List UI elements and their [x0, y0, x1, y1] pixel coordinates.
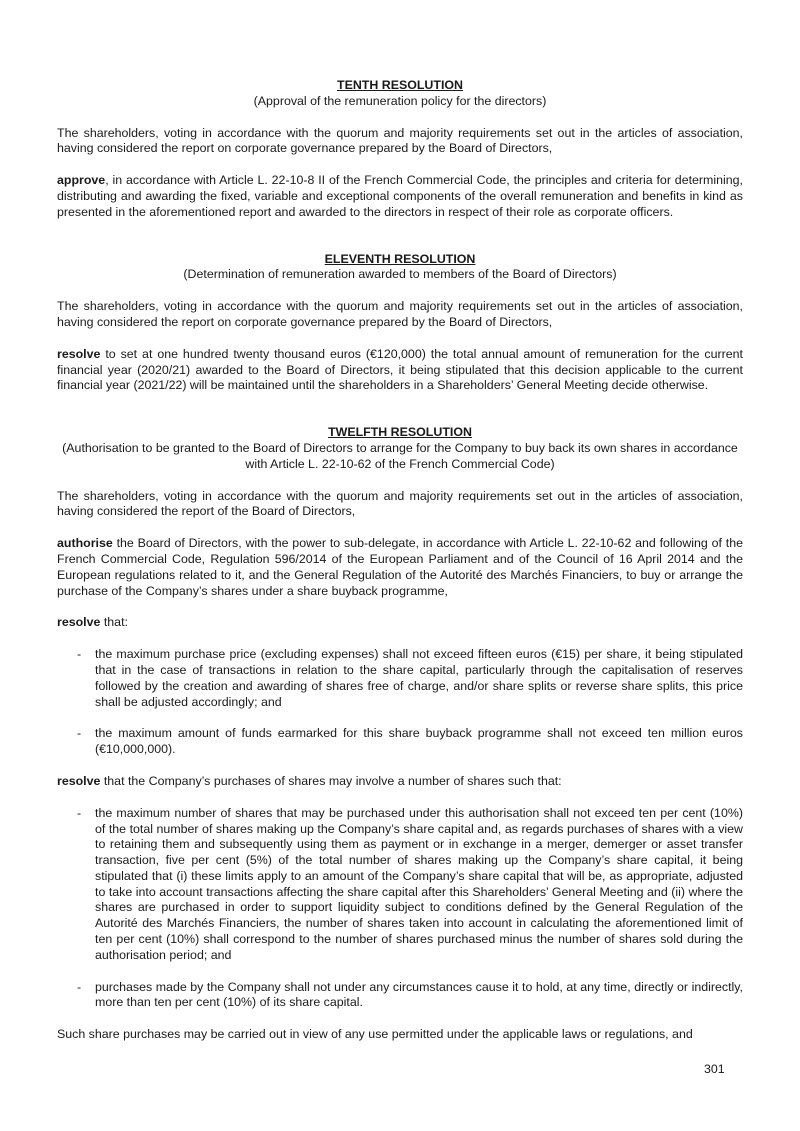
- list-item-text: purchases made by the Company shall not under any circumstances cause it to hold, at any time, directly or indirectly, more than ten per cent (10%) of its share capital.: [95, 979, 743, 1010]
- resolution-10-paragraph: The shareholders, voting in accordance with the quorum and majority requirements set out in the articles of association, having considered the report on corporate governance prepared by the Board of Directors,: [57, 125, 743, 156]
- decision-text: to set at one hundred twenty thousand euros (€120,000) the total annual amount of remuneration for the current financial year (2020/21) awarded to the Board of Directors, it being stipulated that this decision applicable to the current financial year (2021/22) will be maintained until the shareholders in a Shareholders’ General Meeting decide otherwise.: [57, 346, 743, 393]
- list-marker: -: [77, 805, 82, 820]
- decision-verb: approve: [57, 173, 106, 188]
- resolution-12-authorise: [57, 536, 743, 599]
- resolution-12-paragraph: The shareholders, voting in accordance with the quorum and majority requirements set out in the articles of association, having considered the report of the Board of Directors,: [57, 488, 743, 519]
- resolution-11-subtitle: (Determination of remuneration awarded to members of the Board of Directors): [183, 267, 617, 282]
- share-limits-list: [57, 806, 743, 1012]
- list-item-text: the maximum number of shares that may be purchased under this authorisation shall not exceed ten per cent (10%) of the total number of shares making up the Company’s share capital and, as regards purchases of shares with a view to retaining them and subsequently using them as payment or in exchange in a merger, demerger or asset transfer transaction, five per cent (5%) of the total number of shares making up the Company’s share capital, it being stipulated that (i) these limits apply to an amount of the Company’s share capital that will be, as appropriate, adjusted to take into account transactions affecting the share capital after this Shareholders’ General Meeting and (ii) where the shares are purchased in order to support liquidity subject to conditions defined by the General Regulation of the Autorité des Marchés Financiers, the number of shares taken into account in calculating the aforementioned limit of ten per cent (10%) shall correspond to the number of shares purchased minus the number of shares sold during the authorisation period; and: [95, 805, 743, 962]
- list-marker: -: [77, 726, 82, 741]
- decision-verb: authorise: [57, 536, 113, 551]
- decision-verb: resolve: [57, 346, 101, 361]
- resolution-10-decision: [57, 173, 743, 220]
- list-item: [57, 806, 743, 964]
- price-limits-list: [57, 647, 743, 758]
- page-number: 301: [704, 1062, 725, 1076]
- resolution-11-title: ELEVENTH RESOLUTION: [324, 251, 476, 266]
- decision-text: , in accordance with Article L. 22-10-8 II of the French Commercial Code, the principles and criteria for determining, distributing and awarding the fixed, variable and exceptional components of the overall remuneration and benefits in kind as presented in the aforementioned report and awarded to the directors in respect of their role as corporate officers.: [57, 173, 743, 219]
- resolution-12-resolve-2: [57, 774, 743, 790]
- decision-text: that:: [100, 615, 128, 630]
- resolution-11-paragraph: The shareholders, voting in accordance with the quorum and majority requirements set out in the articles of association, having considered the report on corporate governance prepared by the Board of Directors,: [57, 299, 743, 329]
- decision-verb: resolve: [57, 615, 101, 630]
- decision-text: the Board of Directors, with the power to sub-delegate, in accordance with Article L. 22-10-62 and following of the French Commercial Code, Regulation 596/2014 of the European Parliament and of the Council of 16 April 2014 and the European regulations related to it, and the General Regulation of the Autorité des Marchés Financiers, to buy or arrange the purchase of the Company’s shares under a share buyback programme,: [57, 536, 743, 598]
- list-marker: -: [77, 647, 82, 662]
- resolution-10-title: TENTH RESOLUTION: [337, 78, 463, 92]
- list-item-text: the maximum purchase price (excluding expenses) shall not exceed fifteen euros (€15) per share, it being stipulated that in the case of transactions in relation to the share capital, particularly through the capitalisation of reserves followed by the creation and awarding of shares free of charge, and/or share splits or reverse share splits, this price shall be adjusted accordingly; and: [95, 647, 743, 709]
- resolution-12-subtitle: (Authorisation to be granted to the Board of Directors to arrange for the Company to buy back its own shares in accordance with Article L. 22-10-62 of the French Commercial Code): [62, 440, 738, 471]
- decision-text: that the Company’s purchases of shares may involve a number of shares such that:: [100, 773, 562, 788]
- list-item: [57, 980, 743, 1012]
- list-marker: -: [77, 979, 82, 994]
- decision-verb: resolve: [57, 773, 101, 788]
- resolution-11-decision: [57, 347, 743, 394]
- document-page: [57, 78, 743, 1043]
- resolution-12-resolve-1: [57, 615, 743, 631]
- resolution-10-subtitle: (Approval of the remuneration policy for the directors): [253, 93, 547, 108]
- list-item: [57, 726, 743, 758]
- resolution-12-title: TWELFTH RESOLUTION: [328, 425, 472, 440]
- resolution-12-closing-paragraph: Such share purchases may be carried out in view of any use permitted under the applicable laws or regulations, and: [57, 1027, 693, 1042]
- list-item-text: the maximum amount of funds earmarked for this share buyback programme shall not exceed ten million euros (€10,000,000).: [95, 726, 743, 757]
- list-item: [57, 647, 743, 710]
